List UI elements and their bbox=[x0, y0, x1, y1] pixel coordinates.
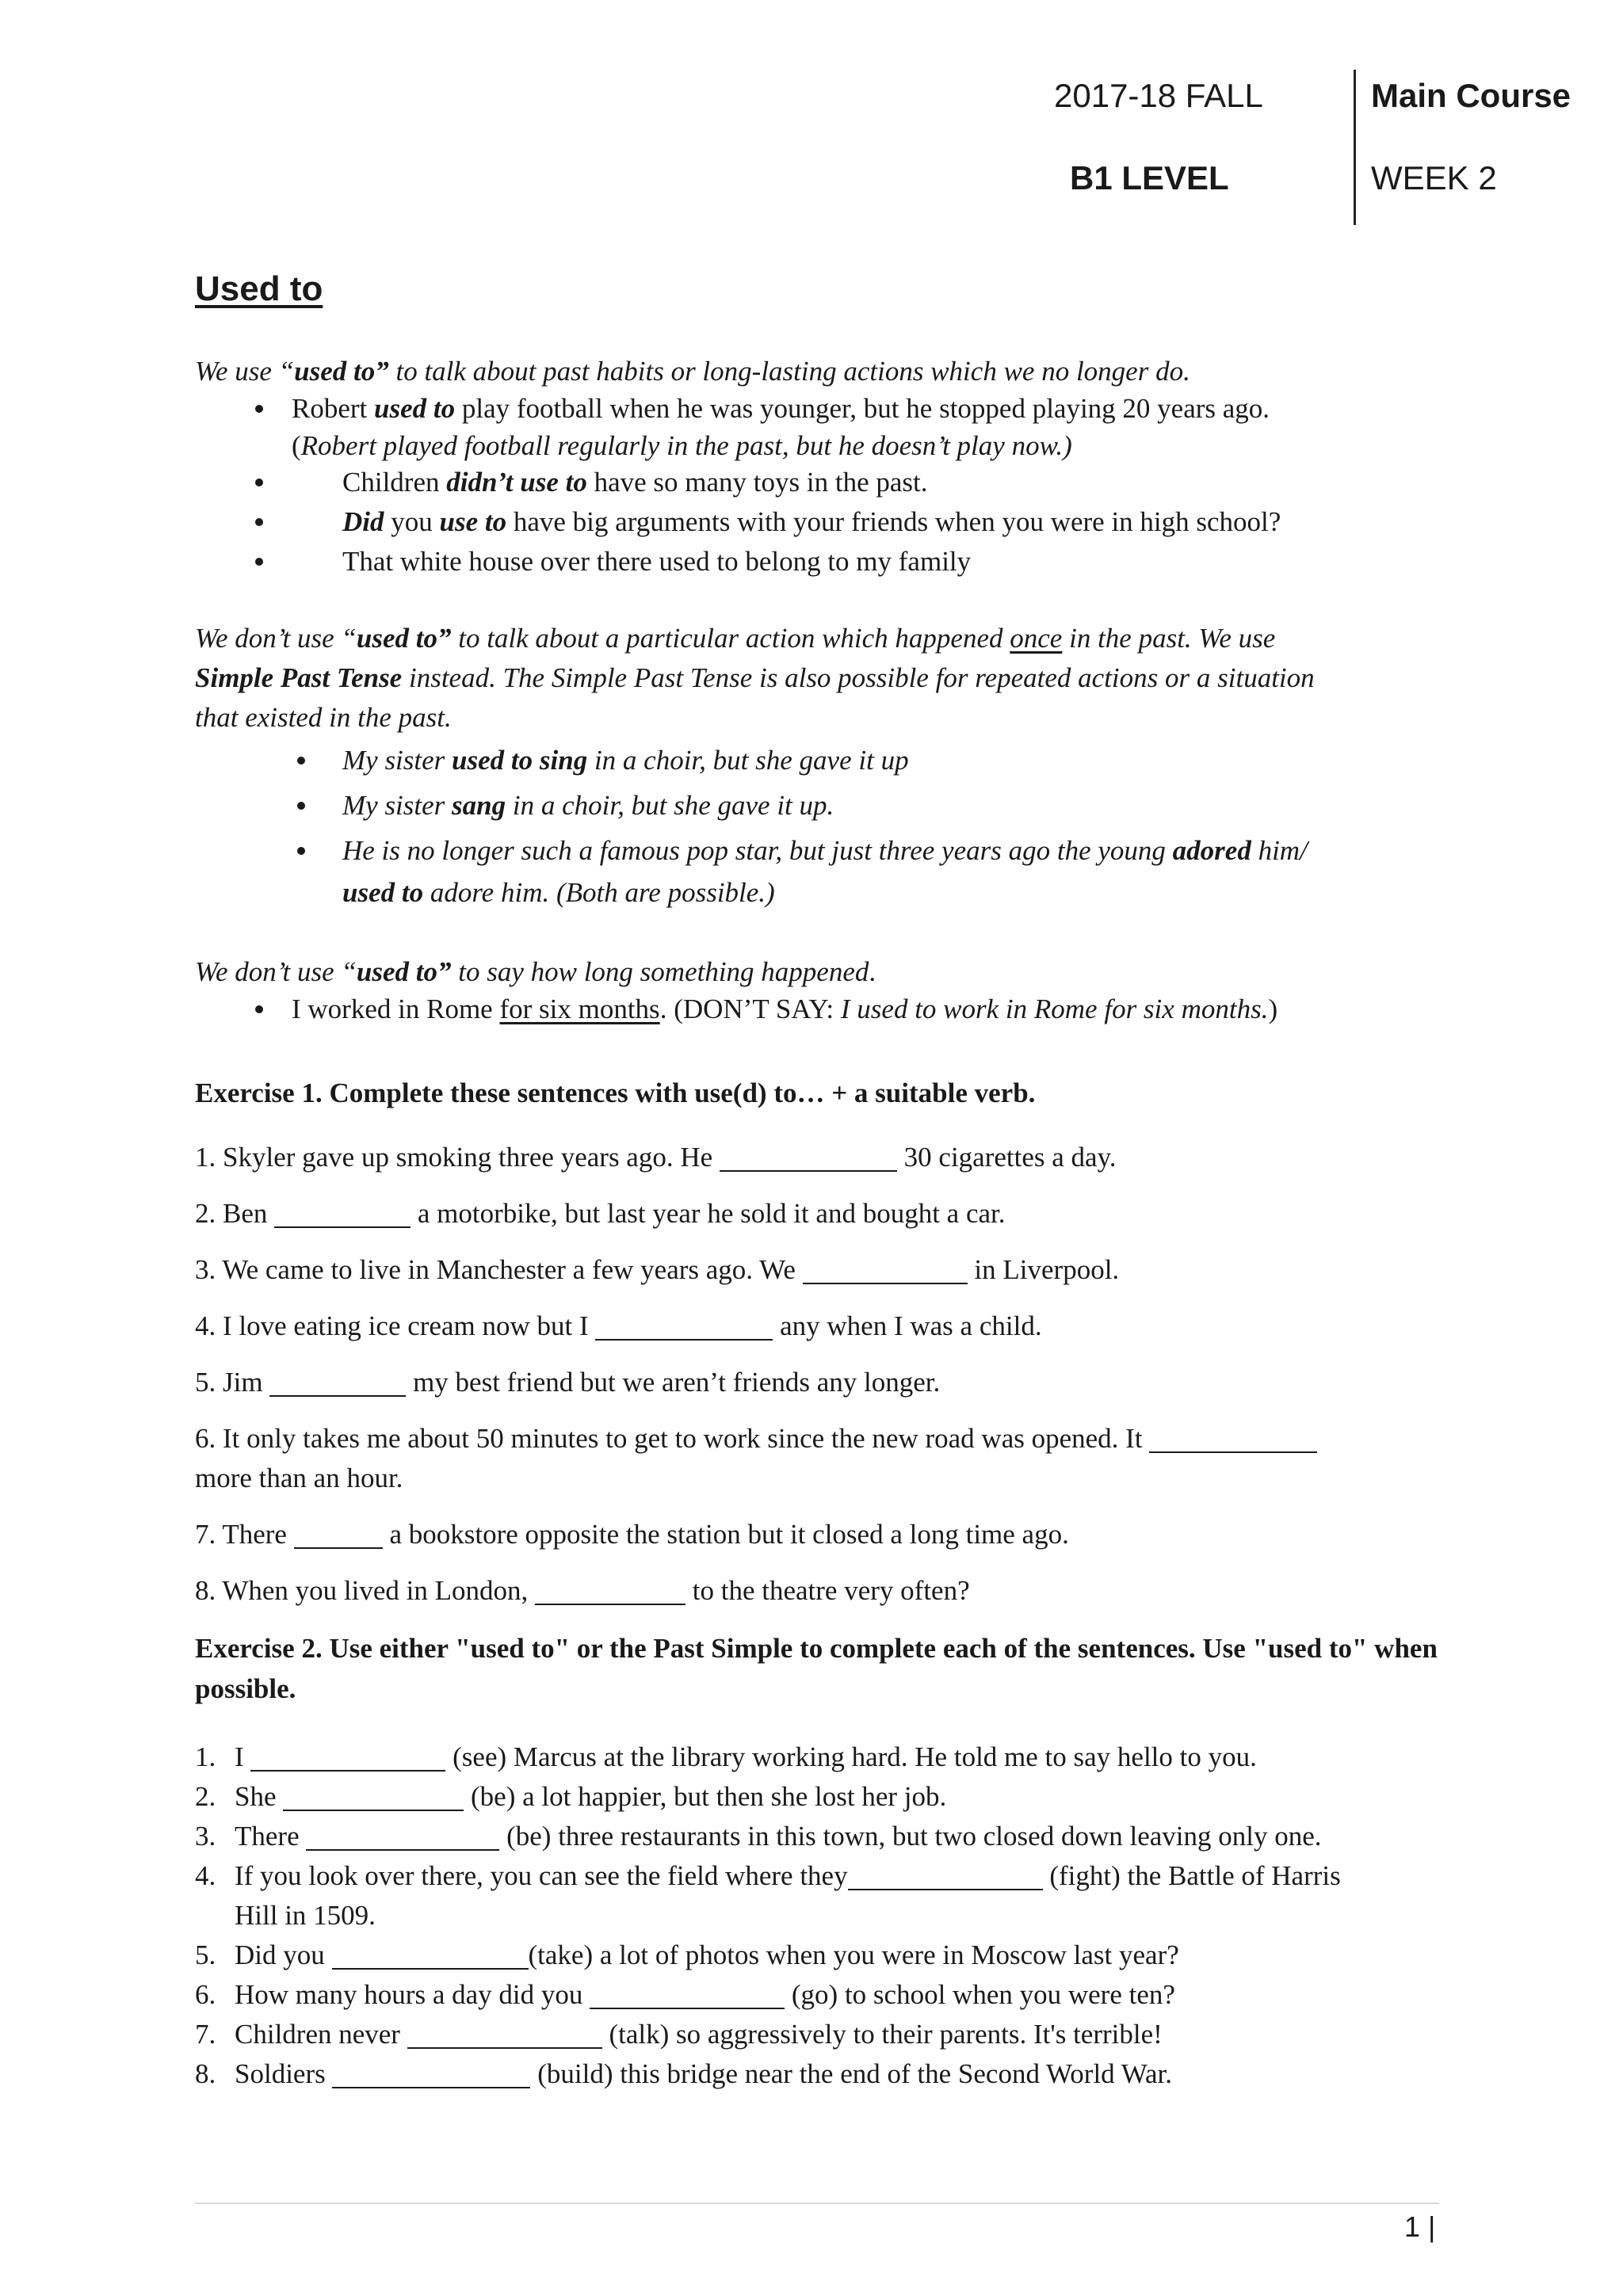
week-label: WEEK 2 bbox=[1371, 159, 1497, 196]
exercise2-item-2: She (be) a lot happier, but then she lost her job. bbox=[235, 1781, 947, 1812]
example-line: He is no longer such a famous pop star, but just three years ago the young adored him/ bbox=[342, 835, 1308, 866]
answer-blank[interactable] bbox=[332, 1940, 529, 1970]
item-number: 6. bbox=[195, 1979, 216, 2010]
example-line: used to adore him. (Both are possible.) bbox=[342, 877, 775, 908]
answer-blank[interactable] bbox=[332, 2059, 530, 2088]
page-number: 1 | bbox=[1404, 2210, 1436, 2243]
answer-blank[interactable] bbox=[848, 1861, 1043, 1890]
answer-blank[interactable] bbox=[590, 1980, 785, 2009]
example-line: My sister used to sing in a choir, but she gave it up bbox=[342, 745, 909, 776]
exercise1-item-5: 5. Jim my best friend but we aren’t friends any longer. bbox=[195, 1367, 941, 1398]
item-number: 3. bbox=[195, 1821, 216, 1852]
answer-blank[interactable] bbox=[283, 1782, 464, 1811]
example-line: Children didn’t use to have so many toys in the past. bbox=[342, 467, 928, 498]
item-number: 2. bbox=[195, 1781, 216, 1812]
exercise2-item-6: How many hours a day did you (go) to school when you were ten? bbox=[235, 1979, 1175, 2010]
exercise2-item-4-cont: Hill in 1509. bbox=[235, 1900, 376, 1931]
exercise1-item-3: 3. We came to live in Manchester a few years ago. We in Liverpool. bbox=[195, 1254, 1120, 1285]
bullet-icon bbox=[297, 757, 305, 765]
exercise1-item-6: 6. It only takes me about 50 minutes to get to work since the new road was opened. It bbox=[195, 1422, 1317, 1455]
answer-blank[interactable] bbox=[250, 1742, 445, 1772]
exercise2-item-7: Children never (talk) so aggressively to their parents. It's terrible! bbox=[235, 2019, 1163, 2050]
example-note: (Robert played football regularly in the past, but he doesn’t play now.) bbox=[292, 430, 1072, 461]
exercise1-item-2: 2. Ben a motorbike, but last year he sold it and bought a car. bbox=[195, 1198, 1006, 1229]
item-number: 1. bbox=[195, 1741, 216, 1772]
example-line: My sister sang in a choir, but she gave it up. bbox=[342, 790, 834, 821]
answer-blank[interactable] bbox=[803, 1255, 968, 1284]
bullet-icon bbox=[255, 405, 263, 413]
exercise1-item-1: 1. Skyler gave up smoking three years ago. He 30 cigarettes a day. bbox=[195, 1142, 1117, 1173]
exercise1-item-6-cont: more than an hour. bbox=[195, 1463, 403, 1493]
answer-blank[interactable] bbox=[1149, 1424, 1317, 1453]
answer-blank[interactable] bbox=[294, 1520, 383, 1549]
exercise1-item-7: 7. There a bookstore opposite the station but it closed a long time ago. bbox=[195, 1519, 1069, 1550]
page-title: Used to bbox=[195, 269, 323, 308]
exercise2-item-1: I (see) Marcus at the library working hard. He told me to say hello to you. bbox=[235, 1741, 1257, 1772]
answer-blank[interactable] bbox=[306, 1821, 499, 1851]
item-number: 8. bbox=[195, 2058, 216, 2089]
exercise2-item-4: If you look over there, you can see the field where they (fight) the Battle of Harris bbox=[235, 1860, 1341, 1891]
course-label: Main Course bbox=[1371, 77, 1571, 114]
answer-blank[interactable] bbox=[274, 1199, 411, 1228]
exercise2-item-3: There (be) three restaurants in this town, but two closed down leaving only one. bbox=[235, 1821, 1322, 1852]
item-number: 7. bbox=[195, 2019, 216, 2050]
answer-blank[interactable] bbox=[535, 1576, 685, 1605]
footer-rule bbox=[195, 2203, 1439, 2204]
example-line: I worked in Rome for six months. (DON’T SAY: I used to work in Rome for six months.) bbox=[292, 994, 1278, 1024]
answer-blank[interactable] bbox=[720, 1142, 897, 1172]
answer-blank[interactable] bbox=[269, 1367, 406, 1397]
section1-intro: We use “used to” to talk about past habits or long-lasting actions which we no longer do. bbox=[195, 356, 1190, 387]
bullet-icon bbox=[255, 479, 263, 486]
bullet-icon bbox=[255, 518, 263, 526]
answer-blank[interactable] bbox=[595, 1311, 773, 1341]
bullet-icon bbox=[297, 847, 305, 855]
example-line: Robert used to play football when he was younger, but he stopped playing 20 years ago. bbox=[292, 393, 1270, 424]
section2-para-line: Simple Past Tense instead. The Simple Past Tense is also possible for repeated actions or a situation bbox=[195, 662, 1315, 693]
bullet-icon bbox=[255, 1005, 263, 1013]
term-label: 2017-18 FALL bbox=[1054, 77, 1263, 114]
example-line: That white house over there used to belong to my family bbox=[342, 546, 972, 577]
item-number: 5. bbox=[195, 1939, 216, 1970]
bullet-icon bbox=[297, 802, 305, 810]
example-line: Did you use to have big arguments with your friends when you were in high school? bbox=[342, 506, 1281, 537]
exercise1-item-8: 8. When you lived in London, to the theatre very often? bbox=[195, 1575, 970, 1606]
exercise2-item-8: Soldiers (build) this bridge near the end of the Second World War. bbox=[235, 2058, 1173, 2089]
answer-blank[interactable] bbox=[407, 2019, 602, 2049]
exercise2-heading: Exercise 2. Use either "used to" or the Past Simple to complete each of the sentences. Use "used to" when possible. bbox=[195, 1633, 1438, 1704]
bullet-icon bbox=[255, 558, 263, 566]
level-label: B1 LEVEL bbox=[1070, 159, 1229, 196]
header-divider bbox=[1354, 70, 1356, 225]
section2-para-line: that existed in the past. bbox=[195, 702, 452, 733]
exercise1-heading: Exercise 1. Complete these sentences with use(d) to… + a suitable verb. bbox=[195, 1077, 1036, 1108]
exercise2-item-5: Did you (take) a lot of photos when you were in Moscow last year? bbox=[235, 1939, 1179, 1970]
item-number: 4. bbox=[195, 1860, 216, 1891]
section2-para-line: We don’t use “used to” to talk about a particular action which happened once in the past. We use bbox=[195, 623, 1276, 654]
section3-para: We don’t use “used to” to say how long something happened. bbox=[195, 956, 876, 987]
exercise1-item-4: 4. I love eating ice cream now but I any when I was a child. bbox=[195, 1310, 1042, 1341]
